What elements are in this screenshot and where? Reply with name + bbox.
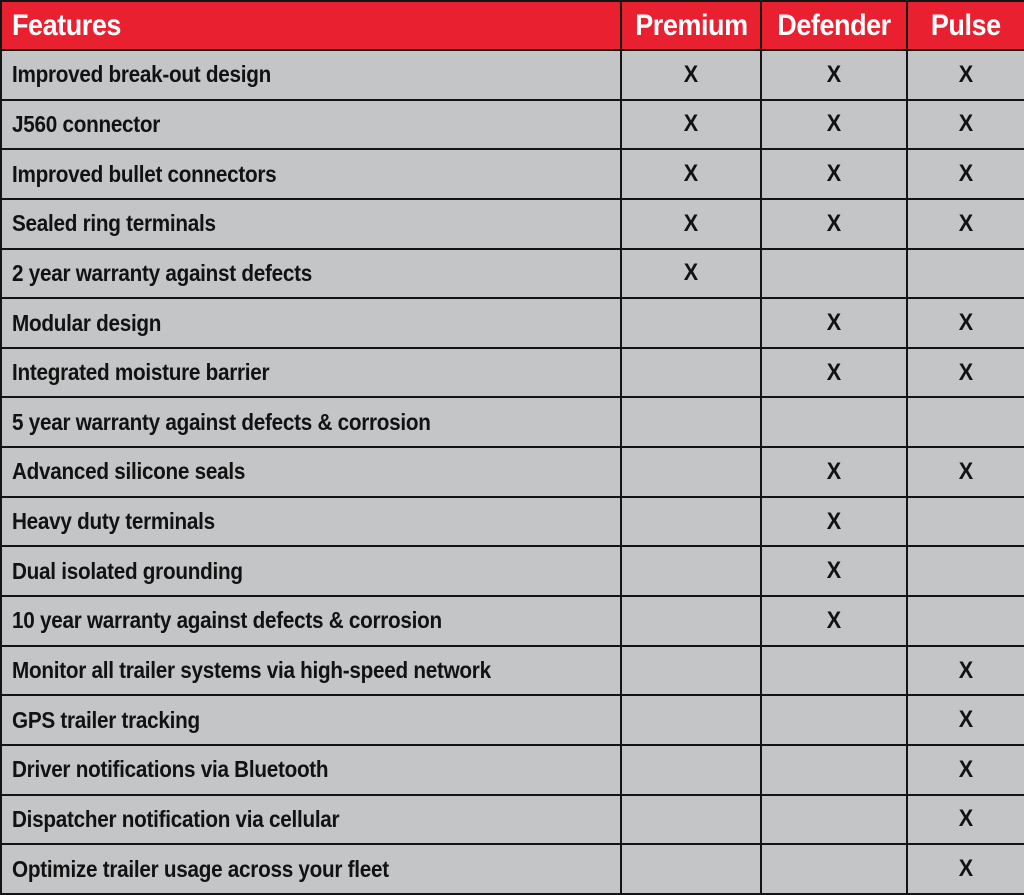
defender-cell [761,546,907,596]
header-premium [621,1,761,50]
pulse-cell [907,745,1024,795]
feature-label: Driver notifications via Bluetooth [12,756,329,783]
pulse-mark: X [958,209,974,237]
header-row [1,1,1024,50]
defender-cell [761,100,907,150]
premium-cell [621,50,761,100]
table-row [1,844,1024,894]
feature-label: Dual isolated grounding [12,557,243,584]
feature-label: 10 year warranty against defects & corrosion [12,607,442,634]
feature-label: GPS trailer tracking [12,706,200,733]
premium-cell [621,100,761,150]
pulse-cell [907,397,1024,447]
premium-mark: X [683,60,699,88]
premium-cell [621,447,761,497]
feature-label: Improved bullet connectors [12,160,277,187]
pulse-cell [907,298,1024,348]
premium-cell [621,596,761,646]
pulse-cell [907,199,1024,249]
premium-cell [621,695,761,745]
defender-mark: X [826,309,842,337]
premium-cell [621,795,761,845]
premium-cell [621,348,761,398]
pulse-mark: X [958,60,974,88]
feature-cell [1,745,621,795]
feature-cell [1,50,621,100]
pulse-cell [907,646,1024,696]
defender-cell [761,50,907,100]
feature-cell [1,497,621,547]
header-features-label: Features [12,8,121,42]
pulse-cell [907,546,1024,596]
table-row [1,298,1024,348]
table-row [1,100,1024,150]
feature-cell [1,298,621,348]
premium-cell [621,298,761,348]
feature-label: Improved break-out design [12,61,271,88]
pulse-cell [907,348,1024,398]
pulse-cell [907,100,1024,150]
defender-cell [761,596,907,646]
defender-cell [761,298,907,348]
pulse-mark: X [958,706,974,734]
defender-mark: X [826,60,842,88]
premium-cell [621,149,761,199]
table-row [1,745,1024,795]
feature-label: Dispatcher notification via cellular [12,805,340,832]
pulse-mark: X [958,110,974,138]
header-defender [761,1,907,50]
defender-cell [761,397,907,447]
table-body [1,50,1024,894]
pulse-mark: X [958,309,974,337]
table-row [1,249,1024,299]
header-premium-label: Premium [634,8,748,42]
table-row [1,447,1024,497]
defender-cell [761,348,907,398]
table-row [1,50,1024,100]
table-row [1,646,1024,696]
pulse-mark: X [958,358,974,386]
pulse-cell [907,695,1024,745]
header-pulse [907,1,1024,50]
table-row [1,546,1024,596]
premium-cell [621,497,761,547]
defender-cell [761,844,907,894]
defender-cell [761,646,907,696]
pulse-cell [907,795,1024,845]
feature-cell [1,199,621,249]
feature-cell [1,844,621,894]
pulse-mark: X [958,755,974,783]
header-pulse-label: Pulse [931,8,1001,42]
feature-label: 5 year warranty against defects & corrosion [12,408,431,435]
feature-label: J560 connector [12,110,161,137]
premium-cell [621,745,761,795]
feature-cell [1,100,621,150]
feature-cell [1,646,621,696]
defender-mark: X [826,160,842,188]
feature-label: Monitor all trailer systems via high-speed network [12,657,491,683]
table-row [1,199,1024,249]
premium-cell [621,844,761,894]
feature-label: Optimize trailer usage across your fleet [12,855,389,882]
header-features [1,1,621,50]
defender-cell [761,795,907,845]
defender-cell [761,497,907,547]
pulse-mark: X [958,805,974,833]
table-row [1,149,1024,199]
premium-cell [621,646,761,696]
table-row [1,497,1024,547]
pulse-cell [907,497,1024,547]
defender-cell [761,745,907,795]
pulse-mark: X [958,855,974,883]
defender-mark: X [826,209,842,237]
feature-cell [1,596,621,646]
feature-cell [1,447,621,497]
table-row [1,596,1024,646]
premium-cell [621,397,761,447]
premium-cell [621,249,761,299]
defender-mark: X [826,557,842,585]
pulse-cell [907,149,1024,199]
pulse-cell [907,447,1024,497]
feature-label: Heavy duty terminals [12,508,215,535]
defender-mark: X [826,507,842,535]
feature-label: Modular design [12,309,162,336]
pulse-cell [907,249,1024,299]
pulse-mark: X [958,457,974,485]
defender-mark: X [826,457,842,485]
feature-cell [1,397,621,447]
feature-cell [1,348,621,398]
premium-cell [621,546,761,596]
premium-mark: X [683,110,699,138]
pulse-mark: X [958,656,974,684]
defender-cell [761,199,907,249]
table-row [1,695,1024,745]
table-header [1,1,1024,50]
pulse-cell [907,596,1024,646]
feature-label: Sealed ring terminals [12,210,216,237]
premium-mark: X [683,209,699,237]
defender-mark: X [826,606,842,634]
pulse-cell [907,844,1024,894]
feature-label: 2 year warranty against defects [12,259,312,286]
premium-mark: X [683,259,699,287]
defender-cell [761,447,907,497]
defender-cell [761,149,907,199]
feature-cell [1,795,621,845]
header-defender-label: Defender [777,8,891,42]
pulse-mark: X [958,160,974,188]
defender-cell [761,695,907,745]
feature-cell [1,249,621,299]
feature-label: Integrated moisture barrier [12,359,270,386]
defender-mark: X [826,358,842,386]
premium-mark: X [683,160,699,188]
pulse-cell [907,50,1024,100]
defender-cell [761,249,907,299]
premium-cell [621,199,761,249]
table-row [1,397,1024,447]
table-row [1,348,1024,398]
feature-cell [1,546,621,596]
feature-cell [1,695,621,745]
feature-cell [1,149,621,199]
table-row [1,795,1024,845]
defender-mark: X [826,110,842,138]
feature-label: Advanced silicone seals [12,458,246,485]
